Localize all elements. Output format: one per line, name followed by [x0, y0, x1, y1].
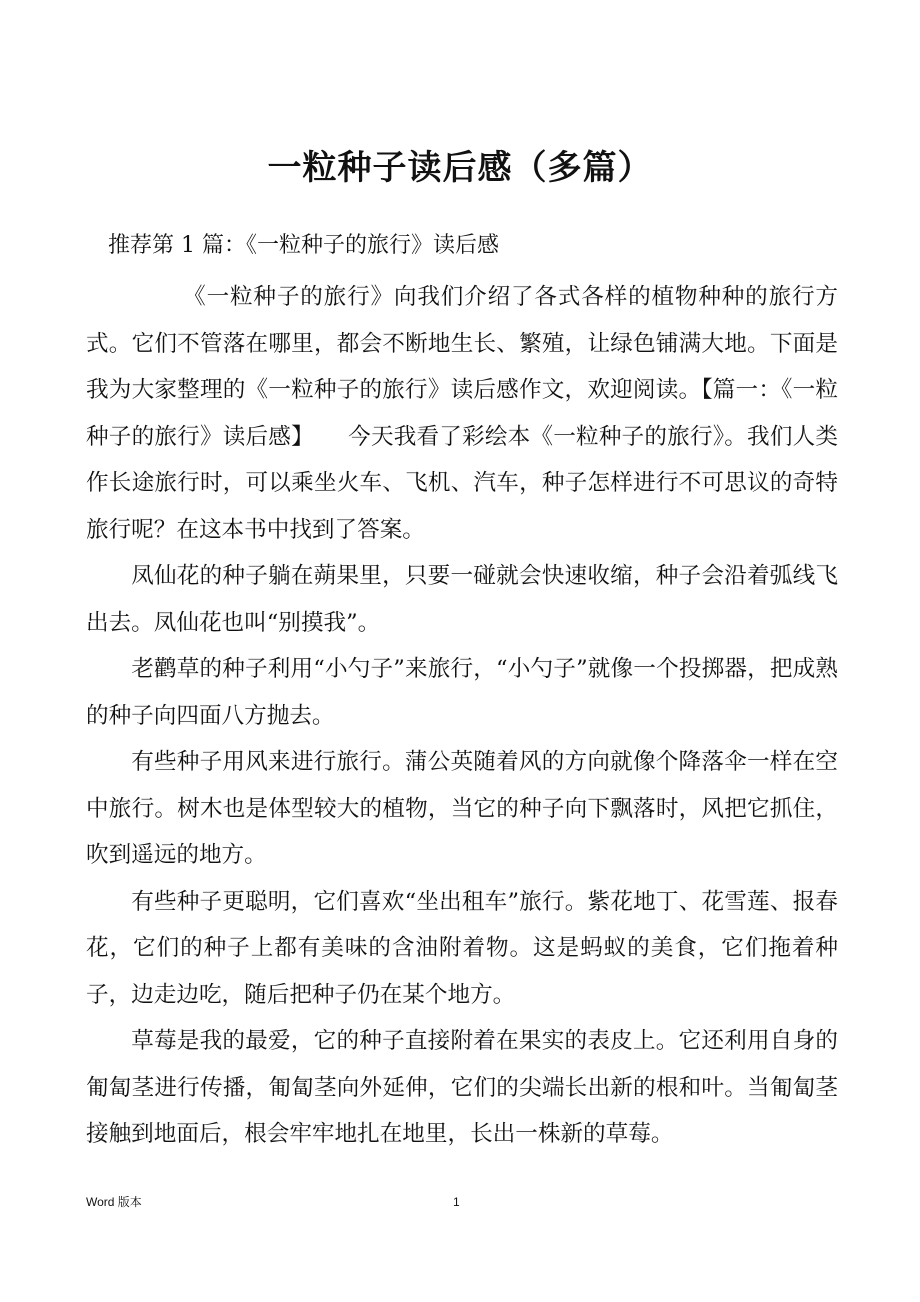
paragraph-wind: 有些种子用风来进行旅行。蒲公英随着风的方向就像个降落伞一样在空中旅行。树木也是体型较大的植物，当它的种子向下飘落时，风把它抓住，吹到遥远的地方。 — [86, 749, 838, 868]
paragraph-strawberry: 草莓是我的最爱，它的种子直接附着在果实的表皮上。它还利用自身的匍匐茎进行传播，匍匐茎向外延伸，它们的尖端长出新的根和叶。当匍匐茎接触到地面后，根会牢牢地扎在地里，长出一株新的草莓。 — [86, 1028, 838, 1147]
paragraph-impatiens: 凤仙花的种子躺在蒴果里，只要一碰就会快速收缩，种子会沿着弧线飞出去。凤仙花也叫“别摸我”。 — [86, 563, 838, 636]
footer-version-label: Word 版本 — [86, 1195, 142, 1209]
page-title: 一粒种子读后感（多篇） — [267, 148, 653, 188]
article-subtitle: 推荐第 1 篇：《一粒种子的旅行》读后感 — [108, 233, 499, 258]
paragraph-geranium: 老鹳草的种子利用“小勺子”来旅行，“小勺子”就像一个投掷器，把成熟的种子向四面八方抛去。 — [86, 656, 838, 729]
footer-page-number: 1 — [453, 1195, 460, 1209]
paragraph-ants: 有些种子更聪明，它们喜欢“坐出租车”旅行。紫花地丁、花雪莲、报春花，它们的种子上都有美味的含油附着物。这是蚂蚁的美食，它们拖着种子，边走边吃，随后把种子仍在某个地方。 — [86, 888, 838, 1008]
article-body — [86, 274, 838, 1158]
paragraph-intro: 《一粒种子的旅行》向我们介绍了各式各样的植物种种的旅行方式。它们不管落在哪里，都会不断地生长、繁殖，让绿色铺满大地。下面是我为大家整理的《一粒种子的旅行》读后感作文，欢迎阅读。【篇一：《一粒种子的旅行》读后感】 今天我看了彩绘本《一粒种子的旅行》。我们人类作长途旅行时，可以乘坐火车、飞机、汽车，种子怎样进行不可思议的奇特旅行呢？在这本书中找到了答案。 — [86, 284, 838, 543]
